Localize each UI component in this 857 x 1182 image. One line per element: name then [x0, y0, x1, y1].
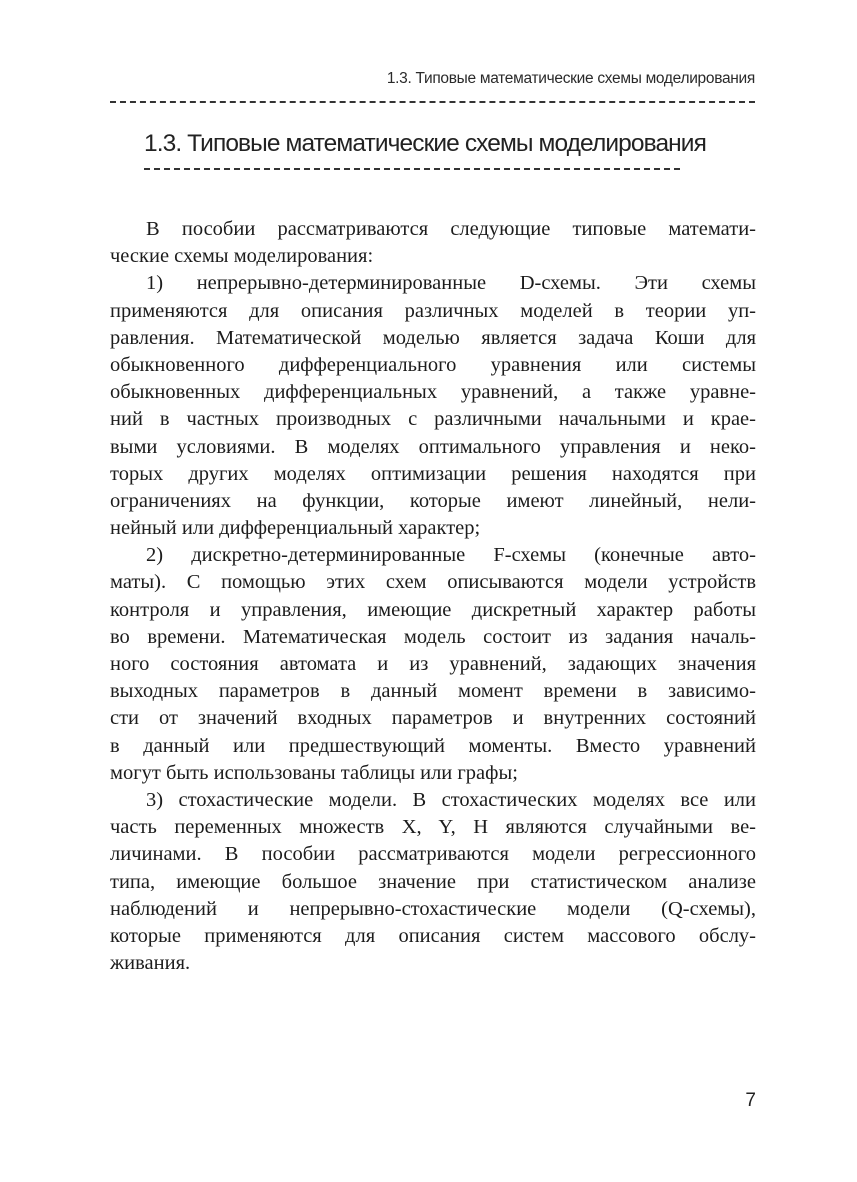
text-line: ний в частных производных с различными начальными и крае- — [110, 408, 756, 431]
text-line: нейный или дифференциальный характер; — [110, 517, 481, 540]
text-line: контроля и управления, имеющие дискретный характер работы — [110, 598, 756, 621]
text-line: во времени. Математическая модель состоит из задания началь- — [110, 625, 756, 648]
text-line: обыкновенного дифференциального уравнения или системы — [110, 353, 756, 376]
text-line: наблюдений и непрерывно-стохастические модели (Q-схемы), — [110, 897, 756, 920]
text-line: ного состояния автомата и из уравнений, задающих значения — [110, 653, 756, 675]
text-line: ограничениях на функции, которые имеют линейный, нели- — [110, 489, 756, 512]
text-line: выходных параметров в данный момент времени в зависимо- — [110, 680, 756, 703]
text-line: типа, имеющие большое значение при статистическом анализе — [110, 870, 756, 893]
running-header: 1.3. Типовые математические схемы моделирования — [386, 70, 755, 87]
text-line: которые применяются для описания систем массового обслу- — [110, 924, 756, 947]
text-line: ческие схемы моделирования: — [110, 245, 374, 268]
text-line: В пособии рассматриваются следующие типовые математи- — [146, 218, 756, 240]
text-line: обыкновенных дифференциальных уравнений, а также уравне- — [110, 381, 756, 404]
text-line: выми условиями. В моделях оптимального управления и неко- — [110, 435, 756, 458]
text-line: сти от значений входных параметров и внутренних состояний — [110, 707, 756, 730]
text-line: часть переменных множеств X, Y, H являются случайными ве- — [110, 816, 756, 839]
text-line: живания. — [110, 952, 191, 975]
title-dashed-rule — [144, 168, 680, 170]
body-text — [110, 216, 756, 977]
text-line: равления. Математической моделью является задача Коши для — [110, 326, 756, 349]
text-line: 1) непрерывно-детерминированные D-схемы. Эти схемы — [146, 272, 756, 295]
text-line: могут быть использованы таблицы или графы; — [110, 761, 518, 784]
text-line: личинами. В пособии рассматриваются модели регрессионного — [110, 843, 756, 866]
page-number: 7 — [745, 1090, 756, 1111]
header-dashed-rule — [110, 101, 755, 103]
text-line: в данный или предшествующий моменты. Вместо уравнений — [110, 734, 756, 757]
section-title: 1.3. Типовые математические схемы моделирования — [144, 130, 706, 157]
text-line: 2) дискретно-детерминированные F-схемы (конечные авто- — [146, 544, 756, 567]
text-line: торых других моделях оптимизации решения находятся при — [110, 462, 756, 485]
text-line: маты). С помощью этих схем описываются модели устройств — [110, 571, 756, 594]
text-line: 3) стохастические модели. В стохастических моделях все или — [146, 788, 756, 811]
text-line: применяются для описания различных моделей в теории уп- — [110, 299, 756, 322]
